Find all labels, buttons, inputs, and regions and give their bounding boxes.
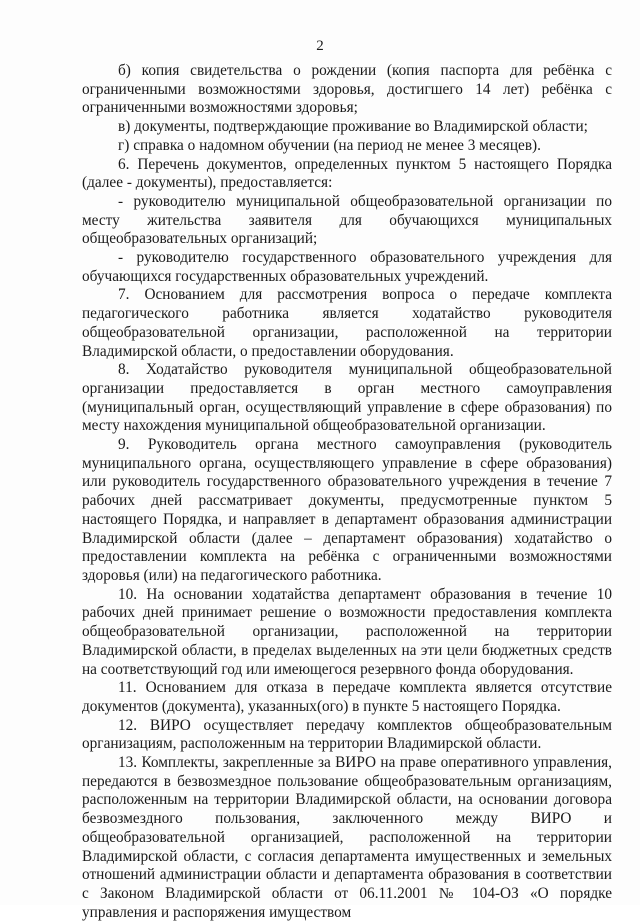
- paragraph: 6. Перечень документов, определенных пунктом 5 настоящего Порядка (далее - документы), предоставляется:: [82, 155, 612, 192]
- paragraph: б) копия свидетельства о рождении (копия паспорта для ребёнка с ограниченными возможностями здоровья, достигшего 14 лет) ребёнка с ограниченными возможностями здоровья;: [82, 62, 612, 117]
- paragraph: 12. ВИРО осуществляет передачу комплектов общеобразовательным организациям, расположенным на территории Владимирской области.: [82, 716, 612, 753]
- paragraph: 13. Комплекты, закрепленные за ВИРО на праве оперативного управления, передаются в безвозмездное пользование общеобразовательным организациям, расположенным на территории Владимирской области, на основании договора безвозмездного пользования, заключенного между ВИРО и общеобразовательной организацией, расположенной на территории Владимирской области, с согласия департамента имущественных и земельных отношений администрации области и департамента образования в соответствии с Законом Владимирской области от 06.11.2001 № 104-ОЗ «О порядке управления и распоряжения имуществом: [82, 754, 612, 921]
- paragraph: в) документы, подтверждающие проживание во Владимирской области;: [118, 118, 588, 136]
- document-body: [82, 62, 612, 922]
- paragraph: 11. Основанием для отказа в передаче комплекта является отсутствие документов (документа), указанных(ого) в пункте 5 настоящего Порядка.: [82, 679, 612, 715]
- paragraph: г) справка о надомном обучении (на период не менее 3 месяцев).: [118, 136, 541, 154]
- paragraph: - руководителю государственного образовательного учреждения для обучающихся государственных образовательных учреждений.: [82, 249, 612, 285]
- paragraph: 10. На основании ходатайства департамент образования в течение 10 рабочих дней принимает решение о возможности предоставления комплекта общеобразовательной организации, расположенной на территории Владимирской области, в пределах выделенных на эти цели бюджетных средств на соответствующий год или имеющегося резервного фонда оборудования.: [82, 585, 612, 678]
- paragraph: 9. Руководитель органа местного самоуправления (руководитель муниципального органа, осуществляющего управление в сфере образования) или руководитель государственного образовательного учреждения в течение 7 рабочих дней рассматривает документы, предусмотренные пунктом 5 настоящего Порядка, и направляет в департамент образования администрации Владимирской области (далее – департамент образования) ходатайство о предоставлении комплекта на ребёнка с ограниченными возможностями здоровья (или) на педагогического работника.: [82, 436, 612, 584]
- paragraph: - руководителю муниципальной общеобразовательной организации по месту жительства заявителя для обучающихся муниципальных общеобразовательных организаций;: [82, 192, 612, 248]
- paragraph: 8. Ходатайство руководителя муниципальной общеобразовательной организации предоставляется в орган местного самоуправления (муниципальный орган, осуществляющий управление в сфере образования) по месту нахождения муниципальной общеобразовательной организации.: [82, 361, 612, 435]
- paragraph: 7. Основанием для рассмотрения вопроса о передаче комплекта педагогического работника является ходатайство руководителя общеобразовательной организации, расположенной на территории Владимирской области, о предоставлении оборудования.: [82, 286, 612, 360]
- page-number: 2: [316, 38, 324, 54]
